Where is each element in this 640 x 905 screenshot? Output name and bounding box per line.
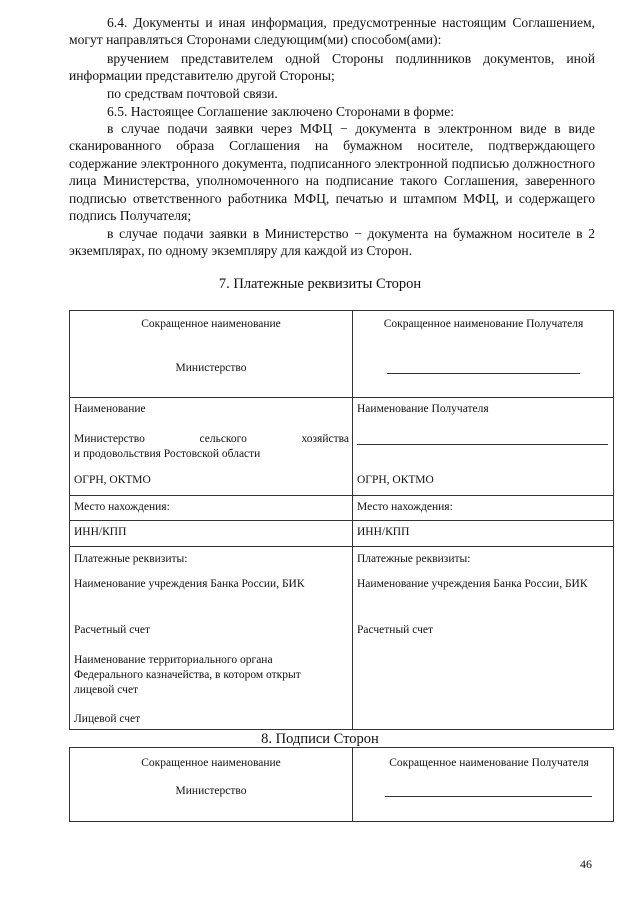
- ministry-full-name-line2: и продовольствия Ростовской области: [74, 448, 261, 460]
- ministry-short-name-header: Сокращенное наименование: [141, 318, 281, 330]
- page-number: 46: [580, 857, 592, 871]
- ministry-personal-account: Лицевой счет: [74, 713, 141, 725]
- paragraph-postal: по средствам почтовой связи.: [107, 86, 278, 101]
- recipient-bank-bik: Наименование учреждения Банка России, БИК: [357, 578, 588, 590]
- recipient-signature-blank: [385, 796, 592, 797]
- ministry-short-name: Министерство: [175, 362, 247, 374]
- paragraph-6-5: 6.5. Настоящее Соглашение заключено Сторонами в форме:: [107, 104, 455, 119]
- recipient-account: Расчетный счет: [357, 624, 433, 636]
- paragraph-6-4: 6.4. Документы и иная информация, предусмотренные настоящим Соглашением, могут направляться Сторонами следующим(ми) способом(ами):: [69, 15, 595, 48]
- ministry-location: Место нахождения:: [74, 501, 170, 513]
- ministry-payment-details: Платежные реквизиты:: [74, 553, 188, 565]
- ministry-ogrn-oktmo: ОГРН, ОКТМО: [74, 474, 151, 486]
- signatures-table: [69, 747, 614, 822]
- row-divider: [70, 520, 613, 521]
- recipient-name-label: Наименование Получателя: [357, 403, 489, 415]
- recipient-payment-details: Платежные реквизиты:: [357, 553, 471, 565]
- recipient-short-name-blank: [387, 373, 580, 374]
- paragraph-delivery-by-hand: вручением представителем одной Стороны подлинников документов, иной информации представителю другой Стороны;: [69, 51, 595, 84]
- payment-details-table: [69, 310, 614, 730]
- recipient-name-blank: [357, 444, 608, 445]
- paragraph-mfc: в случае подачи заявки через МФЦ − документа в электронном виде в виде сканированного образа Соглашения на бумажном носителе, подтверждающего содержание электронного документа, подписанного электронной подписью должностного лица Министерства, уполномоченного на подписание такого Соглашения, заверенного подписью ответственного работника МФЦ, печатью и штампом МФЦ, и содержащего подпись Получателя;: [69, 121, 595, 224]
- ministry-name-word-3: хозяйства: [301, 433, 349, 445]
- recipient-location: Место нахождения:: [357, 501, 453, 513]
- paragraph-ministry-paper: в случае подачи заявки в Министерство − документа на бумажном носителе в 2 экземплярах, по одному экземпляру для каждой из Сторон.: [69, 226, 595, 259]
- recipient-signature-header: Сокращенное наименование Получателя: [389, 757, 589, 769]
- ministry-inn-kpp: ИНН/КПП: [74, 526, 127, 538]
- section-7-title: 7. Платежные реквизиты Сторон: [218, 276, 422, 292]
- ministry-full-name-line1: [74, 432, 349, 447]
- ministry-signature-name: Министерство: [175, 785, 247, 797]
- column-divider: [352, 748, 353, 821]
- row-divider: [70, 397, 613, 398]
- row-divider: [70, 495, 613, 496]
- section-8-title: 8. Подписи Сторон: [261, 731, 379, 747]
- recipient-inn-kpp: ИНН/КПП: [357, 526, 410, 538]
- ministry-name-word-2: сельского: [199, 433, 247, 445]
- recipient-short-name-header: Сокращенное наименование Получателя: [383, 318, 584, 330]
- ministry-account: Расчетный счет: [74, 624, 150, 636]
- recipient-ogrn-oktmo: ОГРН, ОКТМО: [357, 474, 434, 486]
- ministry-signature-header: Сокращенное наименование: [141, 757, 281, 769]
- ministry-name-label: Наименование: [74, 403, 146, 415]
- ministry-treasury-body: Наименование территориального органа Федерального казначейства, в котором открыт лицевой счет: [74, 654, 301, 696]
- row-divider: [70, 546, 613, 547]
- ministry-bank-bik: Наименование учреждения Банка России, БИК: [74, 578, 305, 590]
- ministry-name-word-1: Министерство: [74, 433, 145, 445]
